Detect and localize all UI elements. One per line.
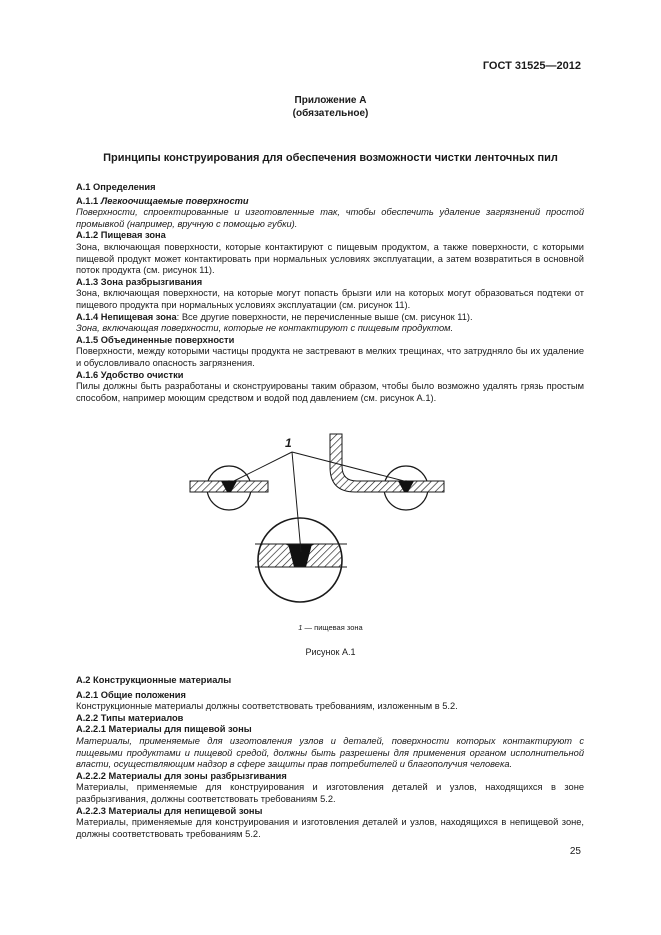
main-title: Принципы конструирования для обеспечения возможности чистки ленточных пил	[103, 152, 558, 164]
a111-term: Легкоочищаемые поверхности	[100, 195, 249, 206]
page-number: 25	[569, 846, 581, 857]
a111-text: Поверхности, спроектированные и изготовленные так, чтобы обеспечить удаление загрязнений простой промывкой (например, вручную с помощью губки).	[76, 207, 584, 229]
right-joint-detail	[330, 434, 444, 510]
a2221-text: Материалы, применяемые для изготовления узлов и деталей, поверхности которых контактируют с пищевыми продуктами и пищевой средой, должны быть разрешены для применения органом исполнительной власти, осуществляющим надзор в сфере защиты прав потребителей и благополучия человека.	[76, 735, 584, 770]
leader-lines	[234, 452, 404, 552]
a221-text: Конструкционные материалы должны соответствовать требованиям, изложенным в 5.2.	[76, 701, 458, 712]
a115-heading: А.1.5 Объединенные поверхности	[76, 334, 235, 345]
a221-heading: А.2.1 Общие положения	[76, 689, 186, 700]
standard-header: ГОСТ 31525—2012	[482, 60, 581, 72]
legend-num: 1	[298, 623, 303, 632]
a1-heading: А.1 Определения	[76, 182, 156, 192]
a113-heading: А.1.3 Зона разбрызгивания	[76, 276, 203, 287]
a2222-text: Материалы, применяемые для конструирования и изготовления деталей и узлов, находящихся в зоне разбрызгивания, должны соответствовать требованиям 5.2.	[76, 782, 584, 804]
a2221-heading: А.2.2.1 Материалы для пищевой зоны	[76, 724, 252, 735]
annex-status: (обязательное)	[292, 108, 369, 119]
legend-text: — пищевая зона	[302, 623, 363, 632]
figure-legend	[0, 623, 661, 632]
a114-italic: Зона, включающая поверхности, которые не контактируют с пищевым продуктом.	[76, 323, 454, 334]
a113-text: Зона, включающая поверхности, на которые могут попасть брызги или на которых могут образоваться подтеки от пищевого продукта при нормальных условиях эксплуатации (см. рисунок 11).	[76, 288, 584, 310]
left-joint-detail	[190, 466, 268, 510]
a111-num: А.1.1	[76, 195, 101, 206]
a112-text: Зона, включающая поверхности, которые контактируют с пищевым продуктом, а также поверхности, с которыми пищевой продукт может контактировать при нормальных условиях эксплуатации, а затем возвратиться в основной поток продукта (см. рисунок 11).	[76, 241, 584, 276]
a222-heading: А.2.2 Типы материалов	[76, 712, 184, 723]
a114-text: : Все другие поверхности, не перечисленные выше (см. рисунок 11).	[176, 311, 473, 322]
annex-label: Приложение А	[294, 95, 367, 106]
section-a2	[76, 675, 584, 840]
figure-caption: Рисунок А.1	[305, 647, 356, 657]
figure-label-1: 1	[285, 436, 292, 450]
a2223-heading: А.2.2.3 Материалы для непищевой зоны	[76, 805, 263, 816]
a116-heading: А.1.6 Удобство очистки	[76, 369, 184, 380]
a2-heading: А.2 Конструкционные материалы	[76, 675, 232, 685]
a116-text: Пилы должны быть разработаны и сконструированы таким образом, чтобы было возможно удалять грязь простым способом, например моющим средством и водой под давлением (см. рисунок А.1).	[76, 381, 584, 403]
a115-text: Поверхности, между которыми частицы продукта не застревают в мелких трещинах, что затрудняло бы их удаление и обусловливало опасность загрязнения.	[76, 346, 584, 368]
a112-heading: А.1.2 Пищевая зона	[76, 230, 166, 241]
a2223-text: Материалы, применяемые для конструирования и изготовления деталей и узлов, находящихся в непищевой зоне, должны соответствовать требованиям 5.2.	[76, 817, 584, 839]
a2222-heading: А.2.2.2 Материалы для зоны разбрызгивания	[76, 770, 287, 781]
a114-heading: А.1.4 Непищевая зона	[76, 311, 177, 322]
enlarged-joint-detail	[255, 518, 347, 602]
